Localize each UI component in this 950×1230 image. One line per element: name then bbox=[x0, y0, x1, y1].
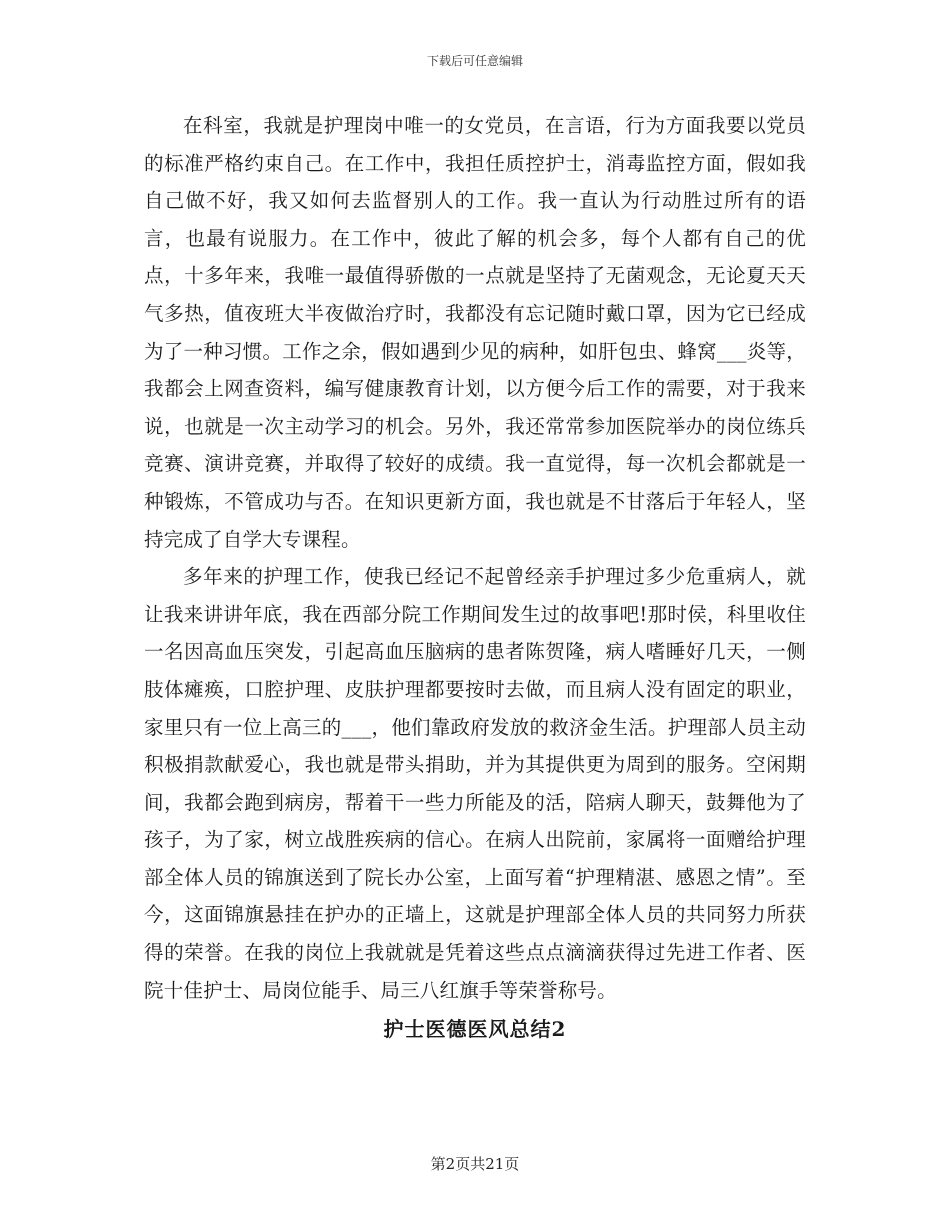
body-paragraph-2: 多年来的护理工作，使我已经记不起曾经亲手护理过多少危重病人，就让我来讲讲年底，我在西部分院工作期间发生过的故事吧!那时侯，科里收住一名因高血压突发，引起高血压脑病的患者陈贺隆，病人嗜睡好几天，一侧肢体瘫痪，口腔护理、皮肤护理都要按时去做，而且病人没有固定的职业，家里只有一位上高三的___，他们靠政府发放的救济金生活。护理部人员主动积极捐款献爱心，我也就是带头捐助，并为其提供更为周到的服务。空闲期间，我都会跑到病房，帮着干一些力所能及的活，陪病人聊天，鼓舞他为了孩子，为了家，树立战胜疾病的信心。在病人出院前，家属将一面赠给护理部全体人员的锦旗送到了院长办公室，上面写着“护理精湛、感恩之情”。至今，这面锦旗悬挂在护办的正墙上，这就是护理部全体人员的共同努力所获得的荣誉。在我的岗位上我就就是凭着这些点点滴滴获得过先进工作者、医院十佳护士、局岗位能手、局三八红旗手等荣誉称号。 bbox=[144, 565, 806, 1002]
section-title: 护士医德医风总结2 bbox=[383, 1017, 567, 1042]
page-header-note: 下载后可任意编辑 bbox=[426, 54, 523, 68]
document-body bbox=[144, 107, 806, 1049]
page-number: 第2页共21页 bbox=[430, 1155, 520, 1173]
body-paragraph-1: 在科室，我就是护理岗中唯一的女党员，在言语，行为方面我要以党员的标准严格约束自己。在工作中，我担任质控护士，消毒监控方面，假如我自己做不好，我又如何去监督别人的工作。我一直认为行动胜过所有的语言，也最有说服力。在工作中，彼此了解的机会多，每个人都有自己的优点，十多年来，我唯一最值得骄傲的一点就是坚持了无菌观念，无论夏天天气多热，值夜班大半夜做治疗时，我都没有忘记随时戴口罩，因为它已经成为了一种习惯。工作之余，假如遇到少见的病种，如肝包虫、蜂窝___炎等，我都会上网查资料，编写健康教育计划，以方便今后工作的需要，对于我来说，也就是一次主动学习的机会。另外，我还常常参加医院举办的岗位练兵竞赛、演讲竞赛，并取得了较好的成绩。我一直觉得，每一次机会都就是一种锻炼，不管成功与否。在知识更新方面，我也就是不甘落后于年轻人，坚持完成了自学大专课程。 bbox=[144, 114, 806, 551]
